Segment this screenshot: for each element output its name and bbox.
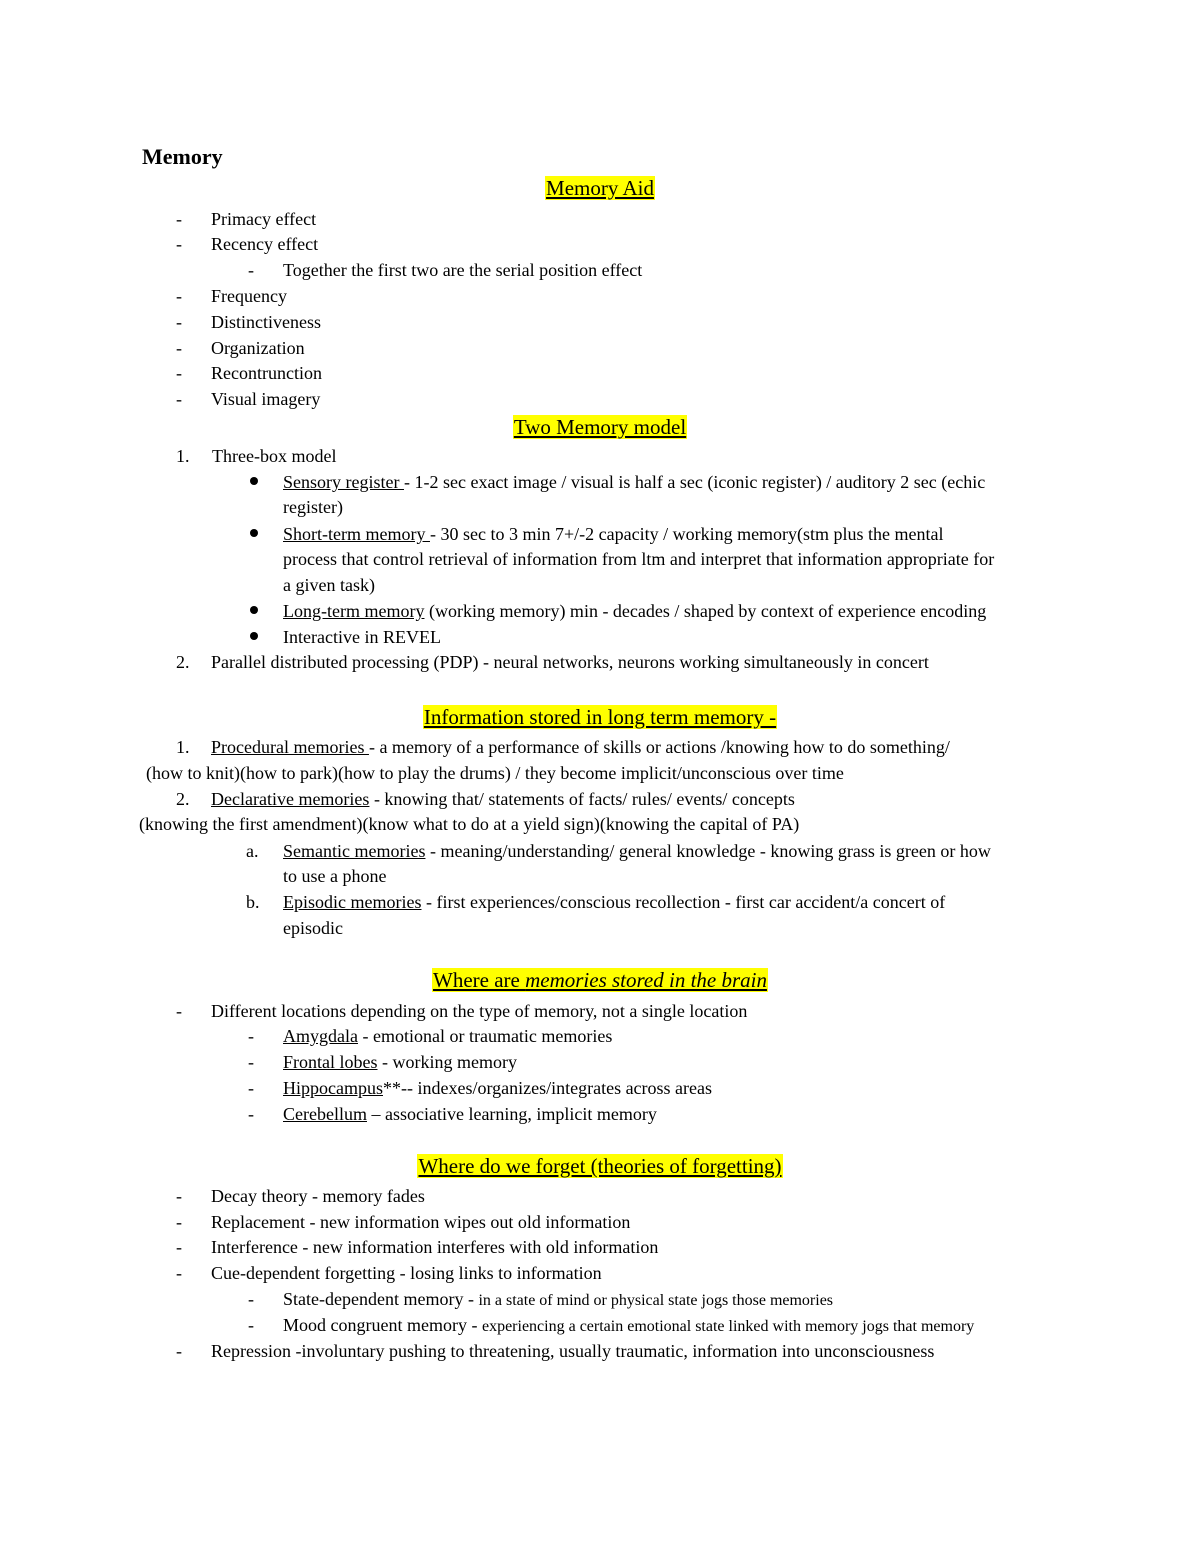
number-marker: 1. xyxy=(176,737,190,757)
bullet-icon xyxy=(250,606,258,614)
dash-marker: - xyxy=(248,260,254,280)
number-marker: 2. xyxy=(176,652,190,672)
list-item-continuation: register) xyxy=(283,497,343,517)
dash-marker: - xyxy=(176,1186,182,1206)
list-item: State-dependent memory - in a state of mind or physical state jogs those memories xyxy=(283,1289,834,1309)
bullet-icon xyxy=(250,632,258,640)
list-item: Amygdala - emotional or traumatic memories xyxy=(283,1026,613,1046)
list-item: Hippocampus**-- indexes/organizes/integrates across areas xyxy=(283,1078,713,1098)
list-item: Frequency xyxy=(211,286,287,306)
list-item: Decay theory - memory fades xyxy=(211,1186,425,1206)
dash-marker: - xyxy=(176,1212,182,1232)
dash-marker: - xyxy=(176,234,182,254)
dash-marker: - xyxy=(176,363,182,383)
list-item: Three-box model xyxy=(212,446,337,466)
bullet-icon xyxy=(250,477,258,485)
number-marker: 2. xyxy=(176,789,190,809)
list-item: Together the first two are the serial position effect xyxy=(283,260,643,280)
section-heading-forgetting: Where do we forget (theories of forgetting) xyxy=(418,1154,782,1178)
dash-marker: - xyxy=(248,1078,254,1098)
dash-marker: - xyxy=(248,1104,254,1124)
dash-marker: - xyxy=(248,1315,254,1335)
bullet-icon xyxy=(250,529,258,537)
list-item-continuation: to use a phone xyxy=(283,866,387,886)
dash-marker: - xyxy=(176,1341,182,1361)
dash-marker: - xyxy=(176,389,182,409)
list-item: Different locations depending on the type of memory, not a single location xyxy=(211,1001,748,1021)
letter-marker: a. xyxy=(246,841,259,861)
dash-marker: - xyxy=(248,1052,254,1072)
list-item: Cue-dependent forgetting - losing links to information xyxy=(211,1263,602,1283)
list-item: Visual imagery xyxy=(211,389,321,409)
list-item: Semantic memories - meaning/understanding/ general knowledge - knowing grass is green or how xyxy=(283,841,991,861)
list-item: Distinctiveness xyxy=(211,312,321,332)
dash-marker: - xyxy=(176,1001,182,1021)
list-item: Long-term memory (working memory) min - decades / shaped by context of experience encoding xyxy=(283,601,987,621)
dash-marker: - xyxy=(176,312,182,332)
list-item: Organization xyxy=(211,338,305,358)
dash-marker: - xyxy=(176,338,182,358)
list-item: Cerebellum – associative learning, implicit memory xyxy=(283,1104,657,1124)
dash-marker: - xyxy=(176,286,182,306)
list-item: Interactive in REVEL xyxy=(283,627,441,647)
list-item: Primacy effect xyxy=(211,209,317,229)
list-item-continuation: (knowing the first amendment)(know what to do at a yield sign)(knowing the capital of PA) xyxy=(139,814,800,834)
list-item-continuation: (how to knit)(how to park)(how to play the drums) / they become implicit/unconscious over time xyxy=(146,763,844,783)
list-item: Procedural memories - a memory of a performance of skills or actions /knowing how to do something/ xyxy=(211,737,950,757)
list-item-continuation: process that control retrieval of information from ltm and interpret that information appropriate for xyxy=(283,549,995,569)
page-title: Memory xyxy=(142,144,223,169)
number-marker: 1. xyxy=(176,446,190,466)
list-item-continuation: a given task) xyxy=(283,575,375,595)
dash-marker: - xyxy=(176,1237,182,1257)
list-item: Mood congruent memory - experiencing a certain emotional state linked with memory jogs that memory xyxy=(283,1315,975,1335)
section-heading-memory-aid: Memory Aid xyxy=(546,176,654,200)
dash-marker: - xyxy=(248,1026,254,1046)
dash-marker: - xyxy=(176,1263,182,1283)
letter-marker: b. xyxy=(246,892,260,912)
list-item: Declarative memories - knowing that/ statements of facts/ rules/ events/ concepts xyxy=(211,789,795,809)
list-item: Sensory register - 1-2 sec exact image / visual is half a sec (iconic register) / auditory 2 sec (echic xyxy=(283,472,986,492)
section-heading-long-term-memory: Information stored in long term memory - xyxy=(423,705,777,729)
list-item: Recency effect xyxy=(211,234,319,254)
dash-marker: - xyxy=(176,209,182,229)
list-item: Frontal lobes - working memory xyxy=(283,1052,517,1072)
list-item: Interference - new information interferes with old information xyxy=(211,1237,659,1257)
list-item: Recontrunction xyxy=(211,363,322,383)
list-item: Replacement - new information wipes out old information xyxy=(211,1212,631,1232)
list-item: Short-term memory - 30 sec to 3 min 7+/-2 capacity / working memory(stm plus the mental xyxy=(283,524,944,544)
section-heading-two-memory-model: Two Memory model xyxy=(513,415,687,439)
dash-marker: - xyxy=(248,1289,254,1309)
list-item-continuation: episodic xyxy=(283,918,343,938)
section-heading-brain: Where are memories stored in the brain xyxy=(433,968,767,992)
list-item: Parallel distributed processing (PDP) - neural networks, neurons working simultaneously in concert xyxy=(211,652,929,672)
list-item: Episodic memories - first experiences/conscious recollection - first car accident/a concert of xyxy=(283,892,946,912)
list-item: Repression -involuntary pushing to threatening, usually traumatic, information into unconsciousness xyxy=(211,1341,935,1361)
